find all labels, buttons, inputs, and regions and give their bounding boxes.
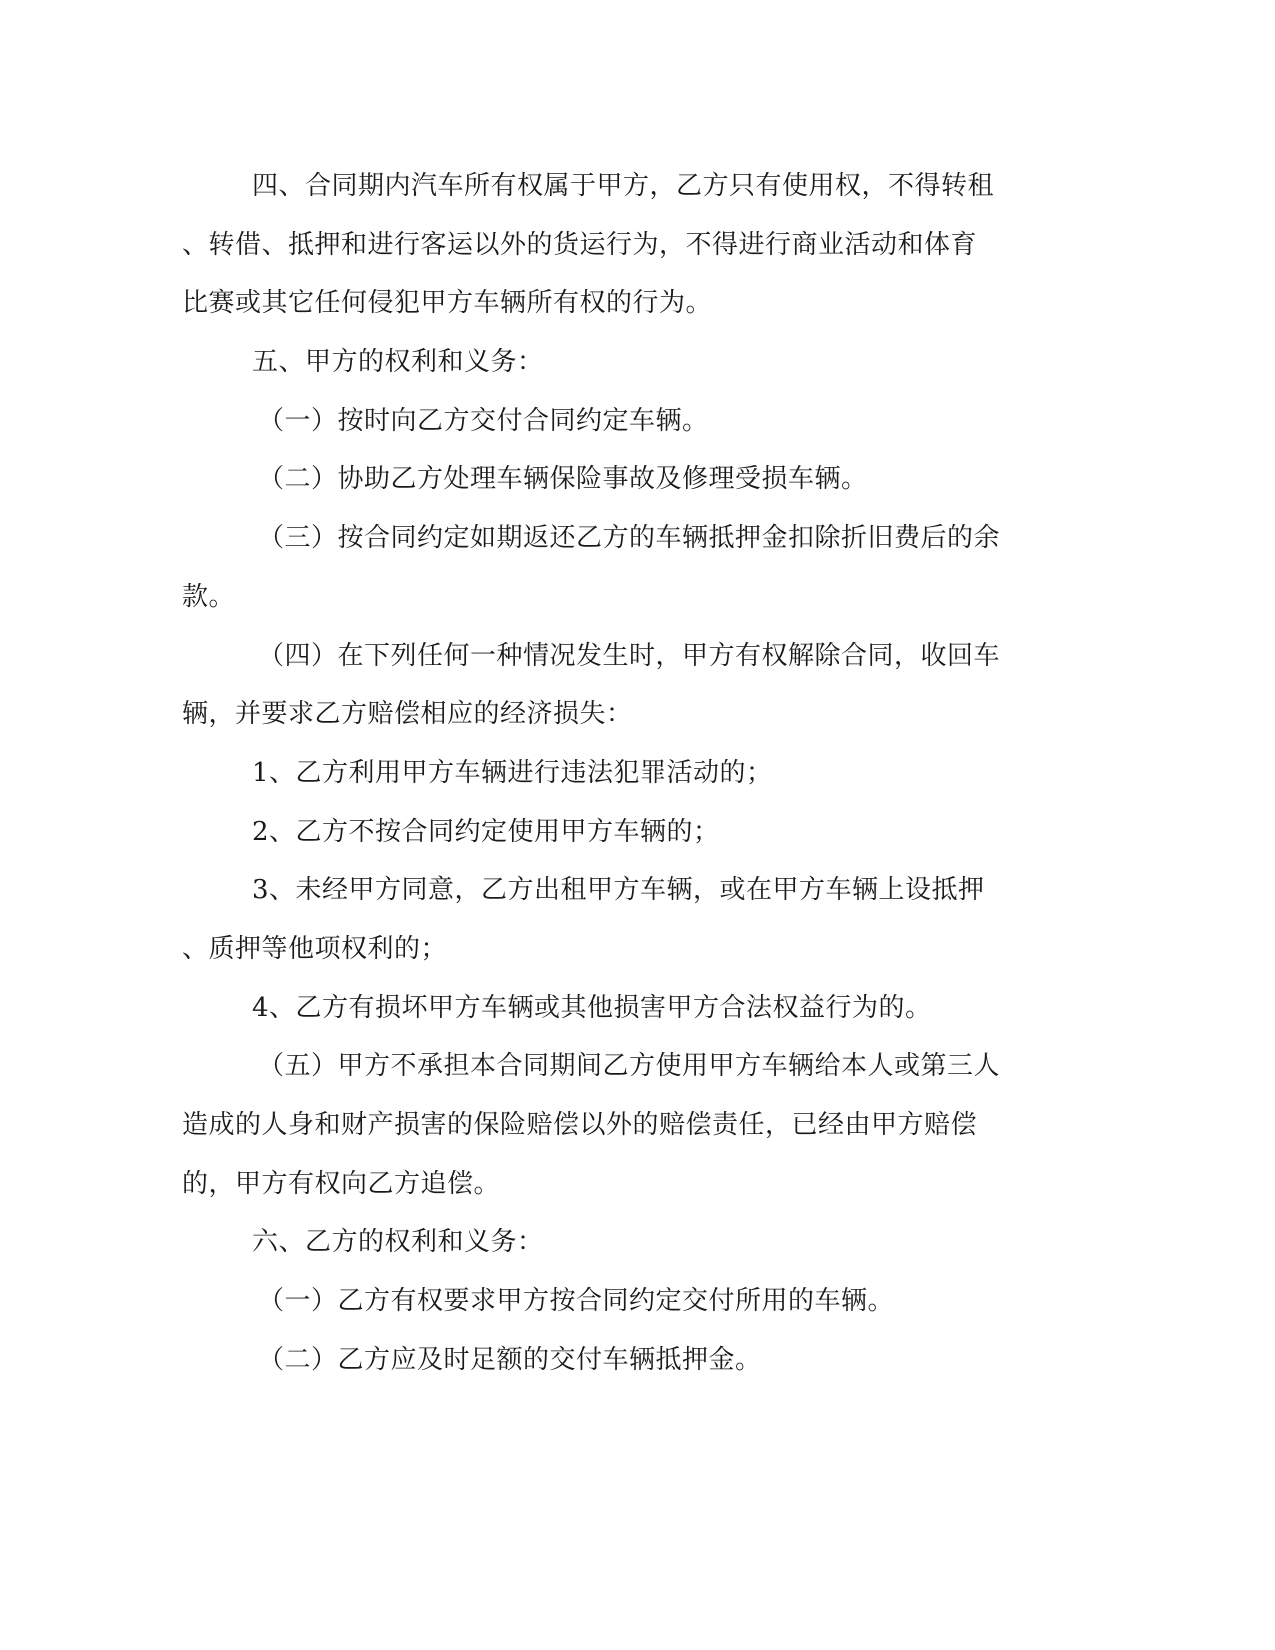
document-body	[182, 157, 1030, 1389]
text-line: 辆，并要求乙方赔偿相应的经济损失：	[182, 699, 633, 730]
text-line: 、质押等他项权利的；	[182, 933, 448, 964]
text-line: （一）乙方有权要求甲方按合同约定交付所用的车辆。	[258, 1286, 895, 1317]
section-heading: 六、乙方的权利和义务：	[252, 1227, 544, 1258]
text-line: 四、合同期内汽车所有权属于甲方，乙方只有使用权，不得转租	[252, 171, 995, 201]
text-line: 2、乙方不按合同约定使用甲方车辆的；	[252, 816, 720, 847]
text-line: 1、乙方利用甲方车辆进行违法犯罪活动的；	[252, 757, 773, 788]
text-line: 的，甲方有权向乙方追偿。	[182, 1168, 501, 1199]
text-line: 4、乙方有损坏甲方车辆或其他损害甲方合法权益行为的。	[252, 992, 932, 1023]
text-line: 比赛或其它任何侵犯甲方车辆所有权的行为。	[182, 288, 713, 319]
text-line: 款。	[182, 581, 236, 612]
text-line: （一）按时向乙方交付合同约定车辆。	[258, 405, 709, 436]
text-line: （五）甲方不承担本合同期间乙方使用甲方车辆给本人或第三人	[258, 1051, 1001, 1082]
text-line: 3、未经甲方同意，乙方出租甲方车辆，或在甲方车辆上设抵押	[252, 875, 985, 906]
text-line: （四）在下列任何一种情况发生时，甲方有权解除合同，收回车	[258, 640, 1001, 671]
text-line: （三）按合同约定如期返还乙方的车辆抵押金扣除折旧费后的余	[258, 523, 1001, 554]
text-line: 、转借、抵押和进行客运以外的货运行为，不得进行商业活动和体育	[182, 229, 978, 260]
text-line: （二）协助乙方处理车辆保险事故及修理受损车辆。	[258, 464, 868, 495]
text-line: 造成的人身和财产损害的保险赔偿以外的赔偿责任，已经由甲方赔偿	[182, 1110, 978, 1140]
section-heading: 五、甲方的权利和义务：	[252, 347, 544, 378]
text-line: （二）乙方应及时足额的交付车辆抵押金。	[258, 1344, 762, 1375]
